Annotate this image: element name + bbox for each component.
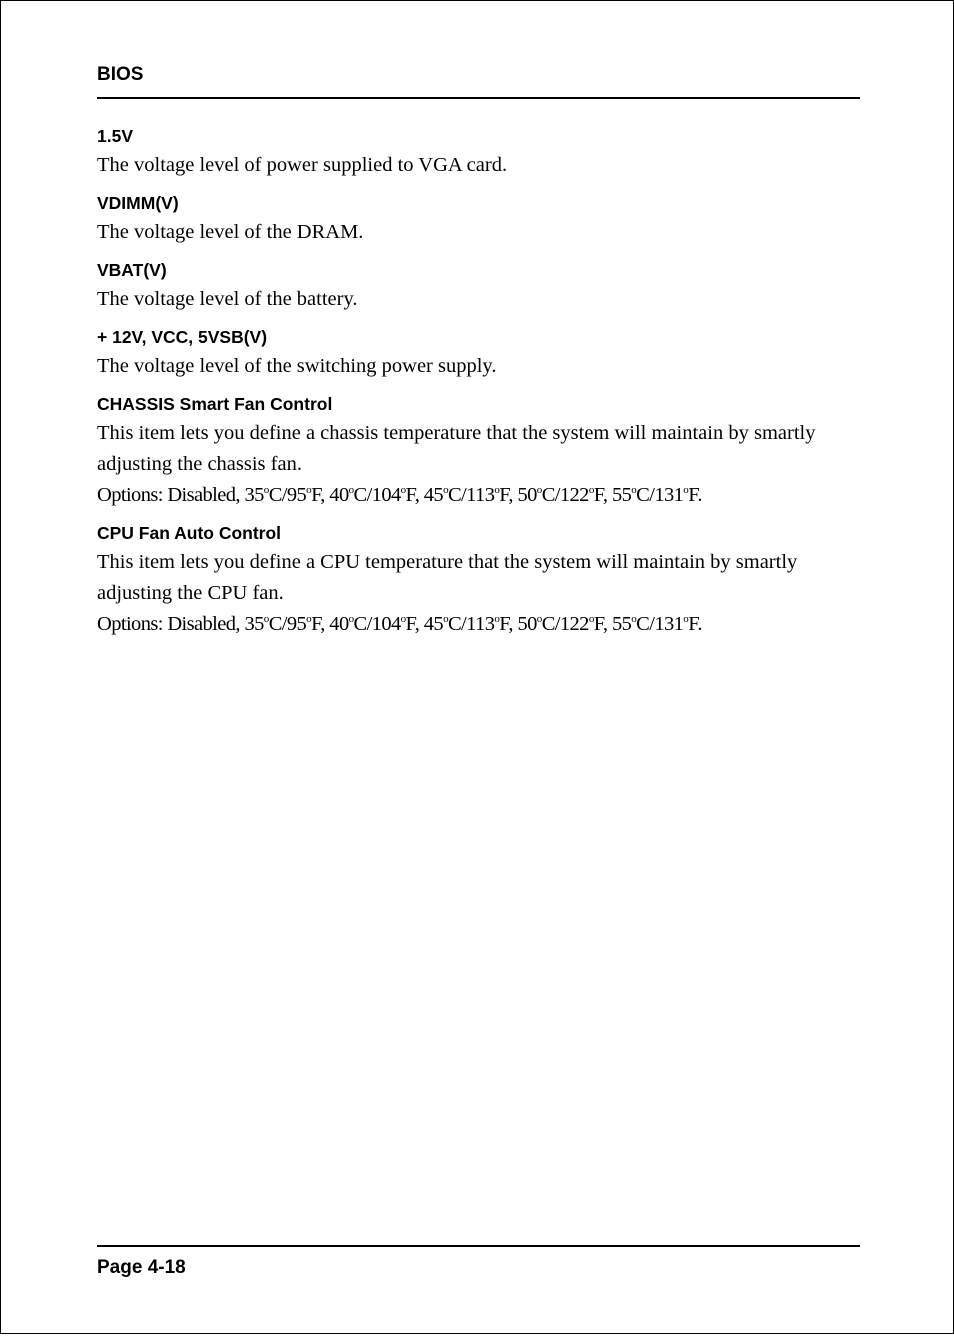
section-heading: CHASSIS Smart Fan Control bbox=[97, 394, 333, 414]
section-vdimm bbox=[97, 192, 860, 248]
section-1-5v bbox=[97, 125, 860, 181]
options-line bbox=[97, 609, 860, 640]
option-value: 50$^o$C/122$^o$F, bbox=[517, 613, 612, 635]
option-value: 40$^o$C/104$^o$F, bbox=[329, 613, 424, 635]
section-heading: VDIMM(V) bbox=[97, 193, 179, 213]
section-cpu-fan-control bbox=[97, 522, 860, 640]
option-value: 55$^o$C/131$^o$F. bbox=[611, 613, 702, 635]
content-area bbox=[97, 125, 860, 651]
section-heading: CPU Fan Auto Control bbox=[97, 523, 282, 543]
section-description: The voltage level of the DRAM. bbox=[97, 221, 364, 243]
option-value: 35$^o$C/95$^o$F, bbox=[244, 484, 330, 506]
section-description: The voltage level of the battery. bbox=[97, 288, 358, 310]
footer-rule bbox=[97, 1245, 860, 1247]
options-line bbox=[97, 480, 860, 511]
section-description: The voltage level of power supplied to VGA card. bbox=[97, 154, 508, 176]
section-12v-vcc-5vsb bbox=[97, 326, 860, 382]
option-value: 35$^o$C/95$^o$F, bbox=[244, 613, 330, 635]
options-label: Options: Disabled, bbox=[97, 613, 245, 635]
option-value: 45$^o$C/113$^o$F, bbox=[423, 484, 518, 506]
header-title: BIOS bbox=[97, 64, 144, 85]
section-description: This item lets you define a chassis temperature that the system will maintain by smartly adjusting the chassis fan. bbox=[97, 422, 816, 475]
header-rule bbox=[97, 97, 860, 99]
section-chassis-fan-control bbox=[97, 393, 860, 511]
option-value: 50$^o$C/122$^o$F, bbox=[517, 484, 612, 506]
option-value: 45$^o$C/113$^o$F, bbox=[423, 613, 518, 635]
option-value: 40$^o$C/104$^o$F, bbox=[329, 484, 424, 506]
section-description: This item lets you define a CPU temperature that the system will maintain by smartly adjusting the CPU fan. bbox=[97, 551, 798, 604]
section-vbat bbox=[97, 259, 860, 315]
section-heading: 1.5V bbox=[97, 126, 133, 146]
section-heading: + 12V, VCC, 5VSB(V) bbox=[97, 327, 268, 347]
section-description: The voltage level of the switching power supply. bbox=[97, 355, 497, 377]
option-value: 55$^o$C/131$^o$F. bbox=[611, 484, 702, 506]
options-label: Options: Disabled, bbox=[97, 484, 245, 506]
page-number: Page 4-18 bbox=[97, 1257, 186, 1278]
section-heading: VBAT(V) bbox=[97, 260, 167, 280]
